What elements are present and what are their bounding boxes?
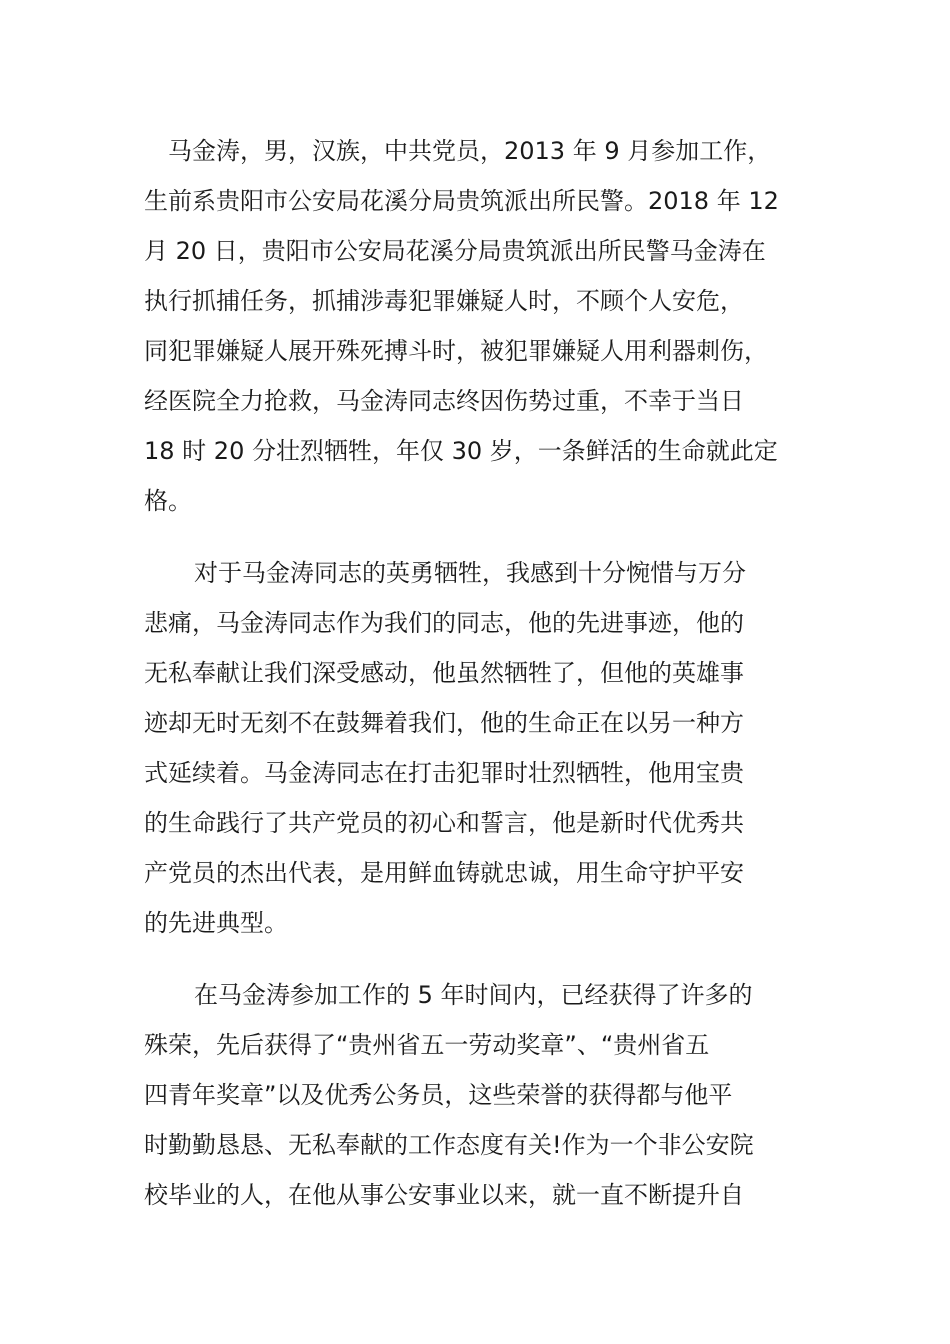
paragraph-line: 四青年奖章”以及优秀公务员，这些荣誉的获得都与他平 [144,1081,733,1109]
paragraph-line: 月 20 日，贵阳市公安局花溪分局贵筑派出所民警马金涛在 [144,237,766,265]
paragraph-line: 经医院全力抢救，马金涛同志终因伤势过重，不幸于当日 [144,387,744,415]
paragraph-line: 18 时 20 分壮烈牺牲，年仅 30 岁，一条鲜活的生命就此定 [144,437,778,465]
paragraph-line: 时勤勤恳恳、无私奉献的工作态度有关!作为一个非公安院 [144,1131,754,1159]
paragraph-line: 的先进典型。 [144,909,288,937]
paragraph-spacer [144,948,809,970]
paragraph-line: 生前系贵阳市公安局花溪分局贵筑派出所民警。2018 年 12 [144,187,779,215]
paragraph-line: 在马金涛参加工作的 5 年时间内，已经获得了许多的 [194,981,753,1009]
paragraph-line: 马金涛，男，汉族，中共党员，2013 年 9 月参加工作， [168,137,772,165]
paragraph-line: 同犯罪嫌疑人展开殊死搏斗时，被犯罪嫌疑人用利器刺伤， [144,337,768,365]
paragraph-line: 产党员的杰出代表，是用鲜血铸就忠诚，用生命守护平安 [144,859,744,887]
paragraph-line: 校毕业的人，在他从事公安事业以来，就一直不断提升自 [144,1181,744,1209]
paragraph-line: 执行抓捕任务，抓捕涉毒犯罪嫌疑人时，不顾个人安危， [144,287,744,315]
paragraph-line: 悲痛，马金涛同志作为我们的同志，他的先进事迹，他的 [144,609,744,637]
paragraph-line: 对于马金涛同志的英勇牺牲，我感到十分惋惜与万分 [194,559,746,587]
paragraph-line: 的生命践行了共产党员的初心和誓言，他是新时代优秀共 [144,809,744,837]
paragraph-1 [144,126,809,526]
paragraph-spacer [144,526,809,548]
paragraph-line: 殊荣，先后获得了“贵州省五一劳动奖章”、“贵州省五 [144,1031,710,1059]
paragraph-line: 迹却无时无刻不在鼓舞着我们，他的生命正在以另一种方 [144,709,744,737]
paragraph-line: 格。 [144,487,192,515]
document-body [144,126,809,1220]
paragraph-line: 无私奉献让我们深受感动，他虽然牺牲了，但他的英雄事 [144,659,744,687]
paragraph-2 [144,548,809,948]
paragraph-3 [144,970,809,1220]
paragraph-line: 式延续着。马金涛同志在打击犯罪时壮烈牺牲，他用宝贵 [144,759,744,787]
